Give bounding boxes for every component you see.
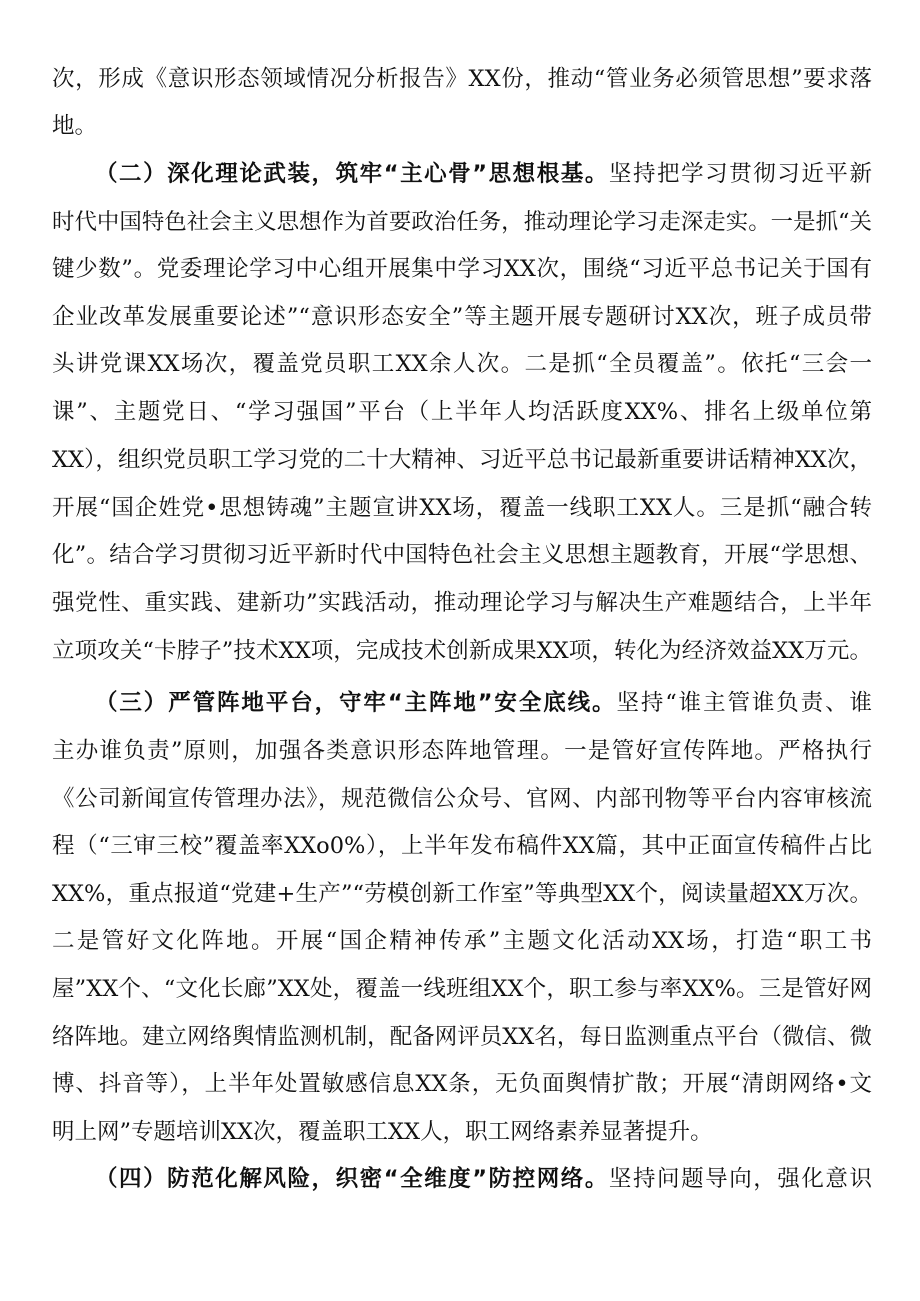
text-line: 次，形成《意识形态领域情况分析报告》XX份，推动“管业务必须管思想”要求落 [52,66,872,92]
text-line: 时代中国特色社会主义思想作为首要政治任务，推动理论学习走深走实。一是抓“关 [52,209,872,235]
text-line: 化”。结合学习贯彻习近平新时代中国特色社会主义思想主题教育，开展“学思想、 [52,542,872,568]
text-line: 络阵地。建立网络舆情监测机制，配备网评员XX名，每日监测重点平台（微信、微 [52,1024,872,1050]
text-line: 立项攻关“卡脖子”技术XX项，完成技术创新成果XX项，转化为经济效益XX万元。 [52,638,872,664]
text-line: 课”、主题党日、“学习强国”平台（上半年人均活跃度XX%、排名上级单位第 [52,399,872,425]
text-line: 头讲党课XX场次，覆盖党员职工XX余人次。二是抓“全员覆盖”。依托“三会一 [52,351,872,377]
section-heading-2: （二）深化理论武装，筑牢“主心骨”思想根基。坚持把学习贯彻习近平新 [95,161,872,187]
text-line: 键少数”。党委理论学习中心组开展集中学习XX次，围绕“习近平总书记关于国有 [52,256,872,282]
section-title: （二）深化理论武装，筑牢“主心骨”思想根基。 [95,161,609,187]
text-line: 主办谁负责”原则，加强各类意识形态阵地管理。一是管好宣传阵地。严格执行 [52,738,872,764]
text-line: 强党性、重实践、建新功”实践活动，推动理论学习与解决生产难题结合，上半年 [52,590,872,616]
section-title: （四）防范化解风险，织密“全维度”防控网络。 [95,1166,609,1192]
text-line: 《公司新闻宣传管理办法》，规范微信公众号、官网、内部刊物等平台内容审核流 [52,786,872,812]
text-line: 地。 [52,113,98,139]
section-heading-3: （三）严管阵地平台，守牢“主阵地”安全底线。坚持“谁主管谁负责、谁 [95,690,872,716]
text-line: XX），组织党员职工学习党的二十大精神、习近平总书记最新重要讲话精神XX次， [52,447,872,473]
text-line: XX%，重点报道“党建+生产”“劳模创新工作室”等典型XX个，阅读量超XX万次。 [52,881,872,907]
text-line: 屋”XX个、“文化长廊”XX处，覆盖一线班组XX个，职工参与率XX%。三是管好网 [52,976,872,1002]
section-heading-4: （四）防范化解风险，织密“全维度”防控网络。坚持问题导向，强化意识 [95,1166,872,1192]
text-line: 二是管好文化阵地。开展“国企精神传承”主题文化活动XX场，打造“职工书 [52,928,872,954]
section-title: （三）严管阵地平台，守牢“主阵地”安全底线。 [95,690,617,716]
text-line: 博、抖音等），上半年处置敏感信息XX条，无负面舆情扩散；开展“清朗网络•文 [52,1071,872,1097]
text-line: 开展“国企姓党•思想铸魂”主题宣讲XX场，覆盖一线职工XX人。三是抓“融合转 [52,495,872,521]
text-line: 企业改革发展重要论述”“意识形态安全”等主题开展专题研讨XX次，班子成员带 [52,304,872,330]
text-line: 程（“三审三校”覆盖率XXo0%），上半年发布稿件XX篇，其中正面宣传稿件占比 [52,833,872,859]
text-line: 明上网”专题培训XX次，覆盖职工XX人，职工网络素养显著提升。 [52,1119,713,1145]
